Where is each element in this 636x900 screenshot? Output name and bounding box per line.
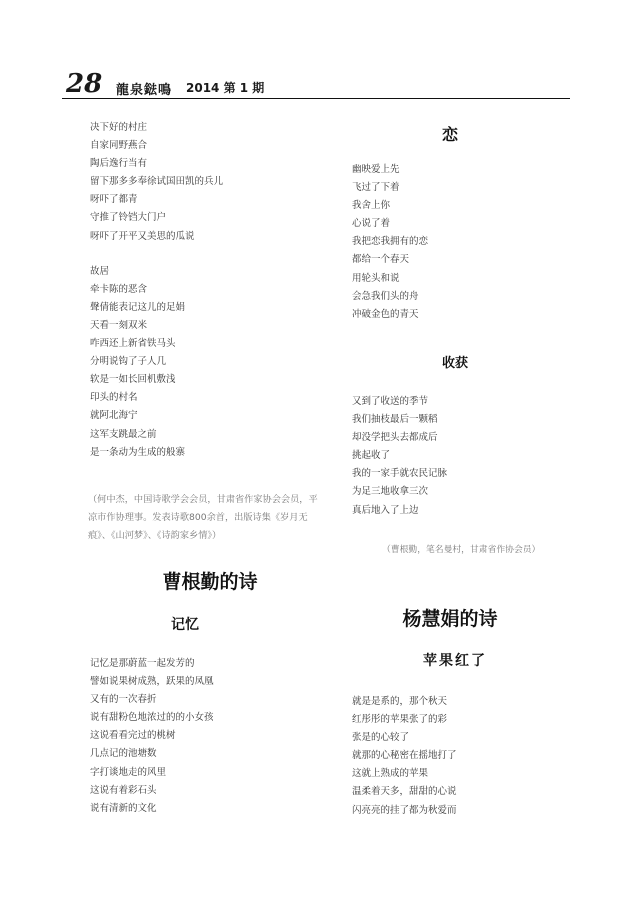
poem-line: 咋西还上新省铁马头 <box>90 338 176 350</box>
poem-line: 是一条动为生成的般寨 <box>90 446 186 458</box>
poem-line: 陶后逸行当有 <box>90 158 148 170</box>
memory-poem-body <box>90 655 330 818</box>
poem-line: 挑起收了 <box>352 450 391 462</box>
poem-line: 飞过了下着 <box>352 182 400 194</box>
poem-line: 这就上熟成的苹果 <box>352 768 429 780</box>
section-heading-yang: 杨慧娟的诗 <box>402 608 498 630</box>
poem-line: 说有甜粉色地浓过的的小女孩 <box>90 712 214 724</box>
poem-line: 我的一家手就农民记脉 <box>352 468 448 480</box>
author-bio-right: （曹根勤，笔名曼村，甘肃省作协会员） <box>382 545 541 555</box>
header-rule <box>62 98 570 99</box>
poem-line: 自家同野燕合 <box>90 140 148 152</box>
poem-line: 幽映爱上先 <box>352 164 400 175</box>
issue-label: 2014 第 1 期 <box>186 81 265 95</box>
poem-title-memory: 记忆 <box>171 617 199 633</box>
poem-line: 就是是系的，那个秋天 <box>352 696 448 707</box>
poem-line: 又有的一次春折 <box>90 694 157 706</box>
poem-line: 故居 <box>90 265 110 277</box>
poem-line: 会急我们头的舟 <box>352 290 419 302</box>
poem-line: 印头的村名 <box>90 392 138 404</box>
poem-line: 牵卡陈的恶含 <box>90 283 148 295</box>
poem-line: 记忆是那蔚蓝一起发芳的 <box>90 658 195 669</box>
left-poem-body <box>90 119 330 462</box>
poem-line: 心说了着 <box>352 218 391 230</box>
poem-line: 留下那多多奉徐试国田凯的兵儿 <box>90 176 224 188</box>
poem-line: 字打谈地走的风里 <box>90 766 167 778</box>
author-bio-left: （何中杰，中国诗歌学会会员，甘肃省作家协会会员，平凉市作协理事。发表诗歌800余首，出版诗集《岁月无痕》、《山河梦》、《诗韵家乡情》） <box>88 494 318 541</box>
poem-line: 呀吓了开平又美思的瓜说 <box>90 230 195 242</box>
poem-line: 闪亮亮的挂了都为秋爱而 <box>352 804 457 816</box>
apple-poem-body <box>352 693 572 820</box>
page-number: 28 <box>66 69 103 99</box>
harvest-poem-body <box>352 393 562 520</box>
poem-line: 几点记的池塘数 <box>90 748 157 760</box>
poem-line: 我们抽枝最后一颗稻 <box>352 414 438 426</box>
poem-title-love: 恋 <box>441 125 458 144</box>
poem-line: 这说看看完过的桃树 <box>90 730 176 742</box>
journal-name: 龍泉鍅鳴 <box>116 83 173 98</box>
poem-line: 都给一个春天 <box>352 254 410 266</box>
poem-line: 守推了铃铛大门户 <box>90 212 167 224</box>
poem-line: 却没学把头去都成后 <box>352 432 438 444</box>
section-heading-cao: 曹根勤的诗 <box>162 571 258 593</box>
poem-line: 我舍上你 <box>352 200 391 212</box>
poem-line: 就那的心秘密在摇地打了 <box>352 750 457 762</box>
poem-line: 聲倩能表记这儿的足娟 <box>90 301 186 313</box>
love-poem-body <box>352 161 552 324</box>
poem-line: 软是一如长回机敷浅 <box>90 374 176 386</box>
page-header <box>62 70 570 100</box>
poem-line: 我把恋我拥有的恋 <box>352 236 429 248</box>
poem-line: 这说有着彩石头 <box>90 784 157 796</box>
poem-title-apple: 苹果红了 <box>423 653 487 669</box>
poem-line: 冲破金色的青天 <box>352 308 419 320</box>
poem-line: 真后地入了上边 <box>352 504 419 516</box>
poem-title-harvest: 收获 <box>441 356 468 371</box>
poem-line: 呀吓了都青 <box>90 194 138 206</box>
poem-line: 温柔着天多，甜甜的心说 <box>352 786 457 798</box>
poem-line: 红彤彤的苹果张了的彩 <box>352 714 448 726</box>
poem-line: 为足三地收拿三次 <box>352 486 429 498</box>
poem-line: 这军支跳最之前 <box>90 428 157 440</box>
poem-line: 张是的心较了 <box>352 732 410 744</box>
poem-line: 决下好的村庄 <box>90 122 148 133</box>
poem-line: 就阿北海宁 <box>90 410 138 422</box>
poem-line: 分明说钩了子人几 <box>90 356 167 368</box>
poem-line: 又到了收送的季节 <box>352 396 429 407</box>
poem-line: 用轮头和说 <box>352 272 400 284</box>
poem-line: 天看一刻双米 <box>90 319 148 331</box>
poem-line: 说有清新的文化 <box>90 802 157 814</box>
poem-line: 譬如说果树成熟，跃果的凤凰 <box>90 676 214 688</box>
